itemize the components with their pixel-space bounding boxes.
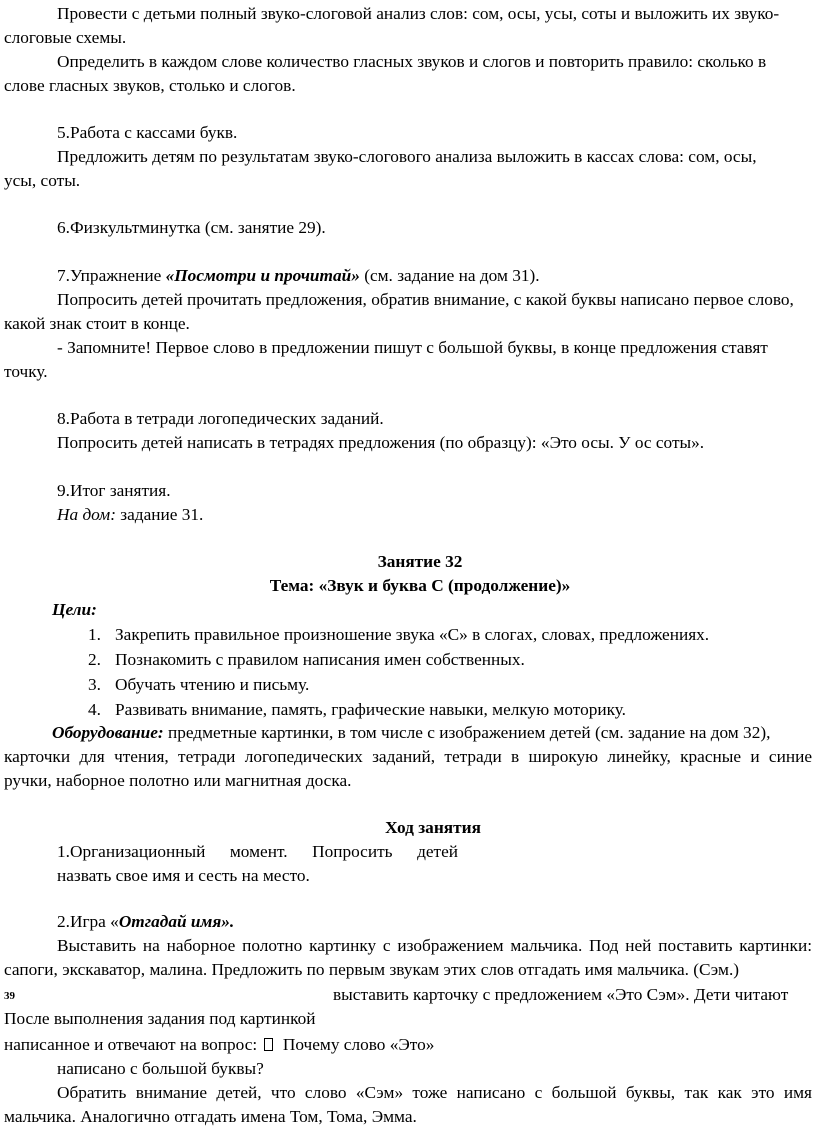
paragraph-line: Провести с детьми полный звуко-слоговой анализ слов: сом, осы, усы, соты и выложить их звуко- (57, 4, 780, 23)
paragraph-line: Предложить детям по результатам звуко-слогового анализа выложить в кассах слова: сом, осы, (57, 147, 757, 166)
paragraph-line: назвать свое имя и сесть на место. (57, 866, 310, 885)
page-number: 39 (4, 990, 15, 1002)
homework-text: задание 31. (115, 505, 204, 524)
paragraph-line: какой знак стоит в конце. (4, 314, 190, 333)
paragraph-line: 1.Организационный момент. Попросить детей (57, 842, 458, 861)
paragraph-line: ручки, наборное полотно или магнитная доска. (4, 771, 352, 790)
paragraph-line: выставить карточку с предложением «Это Сэм». Дети читают (333, 985, 789, 1004)
goal-item: Познакомить с правилом написания имен собственных. (115, 650, 525, 669)
paragraph-line: Обратить внимание детей, что слово «Сэм» тоже написано с большой буквы, так как это имя (57, 1083, 812, 1102)
paragraph-line: Попросить детей написать в тетрадях предложения (по образцу): «Это осы. У ос соты». (57, 433, 705, 452)
goal-item: Закрепить правильное произношение звука «С» в слогах, словах, предложениях. (115, 625, 710, 644)
goal-number: 2. (88, 650, 101, 669)
question-text: Почему слово «Это» (282, 1035, 435, 1054)
paragraph-line: карточки для чтения, тетради логопедических заданий, тетради в широкую линейку, красные и синие (4, 747, 812, 766)
lesson-title: Занятие 32 (377, 552, 463, 571)
paragraph-line: написано с большой буквы? (57, 1059, 264, 1078)
goals-label: Цели: (52, 600, 97, 619)
goal-number: 4. (88, 700, 101, 719)
paragraph-line: - Запомните! Первое слово в предложении пишут с большой буквы, в конце предложения ставят (57, 338, 768, 357)
paragraph-line: мальчика. Аналогично отгадать имена Том, Тома, Эмма. (4, 1107, 417, 1126)
paragraph-line: слоговые схемы. (4, 28, 127, 47)
section-heading (57, 265, 540, 287)
section-heading: 9.Итог занятия. (57, 481, 171, 500)
paragraph-line: После выполнения задания под картинкой (4, 1009, 316, 1028)
equipment-text: предметные картинки, в том числе с изображением детей (см. задание на дом 32), (163, 723, 771, 742)
paragraph-line: точку. (4, 362, 48, 381)
missing-glyph-icon (264, 1038, 273, 1051)
paragraph-line: сапоги, экскаватор, малина. Предложить по первым звукам этих слов отгадать имя мальчика. (Сэм.) (4, 960, 740, 979)
section-heading (57, 911, 234, 933)
paragraph-line: Попросить детей прочитать предложения, обратив внимание, с какой буквы написано первое слово, (57, 290, 794, 309)
question-text: написанное и отвечают на вопрос: (4, 1035, 258, 1054)
game-prefix: 2.Игра « (57, 912, 119, 931)
homework-line (57, 504, 203, 526)
section-heading: 6.Физкультминутка (см. занятие 29). (57, 218, 326, 237)
goal-number: 1. (88, 625, 101, 644)
equipment-label: Оборудование: (52, 723, 164, 742)
section-heading: 8.Работа в тетради логопедических заданий. (57, 409, 384, 428)
goal-number: 3. (88, 675, 101, 694)
lesson-topic: Тема: «Звук и буква С (продолжение)» (269, 576, 571, 595)
goal-item: Развивать внимание, память, графические навыки, мелкую моторику. (115, 700, 627, 719)
exercise-suffix: (см. задание на дом 31). (359, 266, 540, 285)
progress-title: Ход занятия (385, 818, 481, 837)
exercise-prefix: 7.Упражнение (57, 266, 166, 285)
game-title: Отгадай имя». (118, 912, 235, 931)
paragraph-line: слове гласных звуков, столько и слогов. (4, 76, 296, 95)
paragraph-line (4, 1034, 434, 1056)
paragraph-line: Выставить на наборное полотно картинку с изображением мальчика. Под ней поставить картинки: (57, 936, 812, 955)
paragraph-line: усы, соты. (4, 171, 81, 190)
exercise-title: «Посмотри и прочитай» (165, 266, 360, 285)
equipment-line (52, 722, 770, 744)
paragraph-line: Определить в каждом слове количество гласных звуков и слогов и повторить правило: сколько в (57, 52, 767, 71)
homework-label: На дом: (57, 505, 116, 524)
goal-item: Обучать чтению и письму. (115, 675, 310, 694)
section-heading: 5.Работа с кассами букв. (57, 123, 238, 142)
